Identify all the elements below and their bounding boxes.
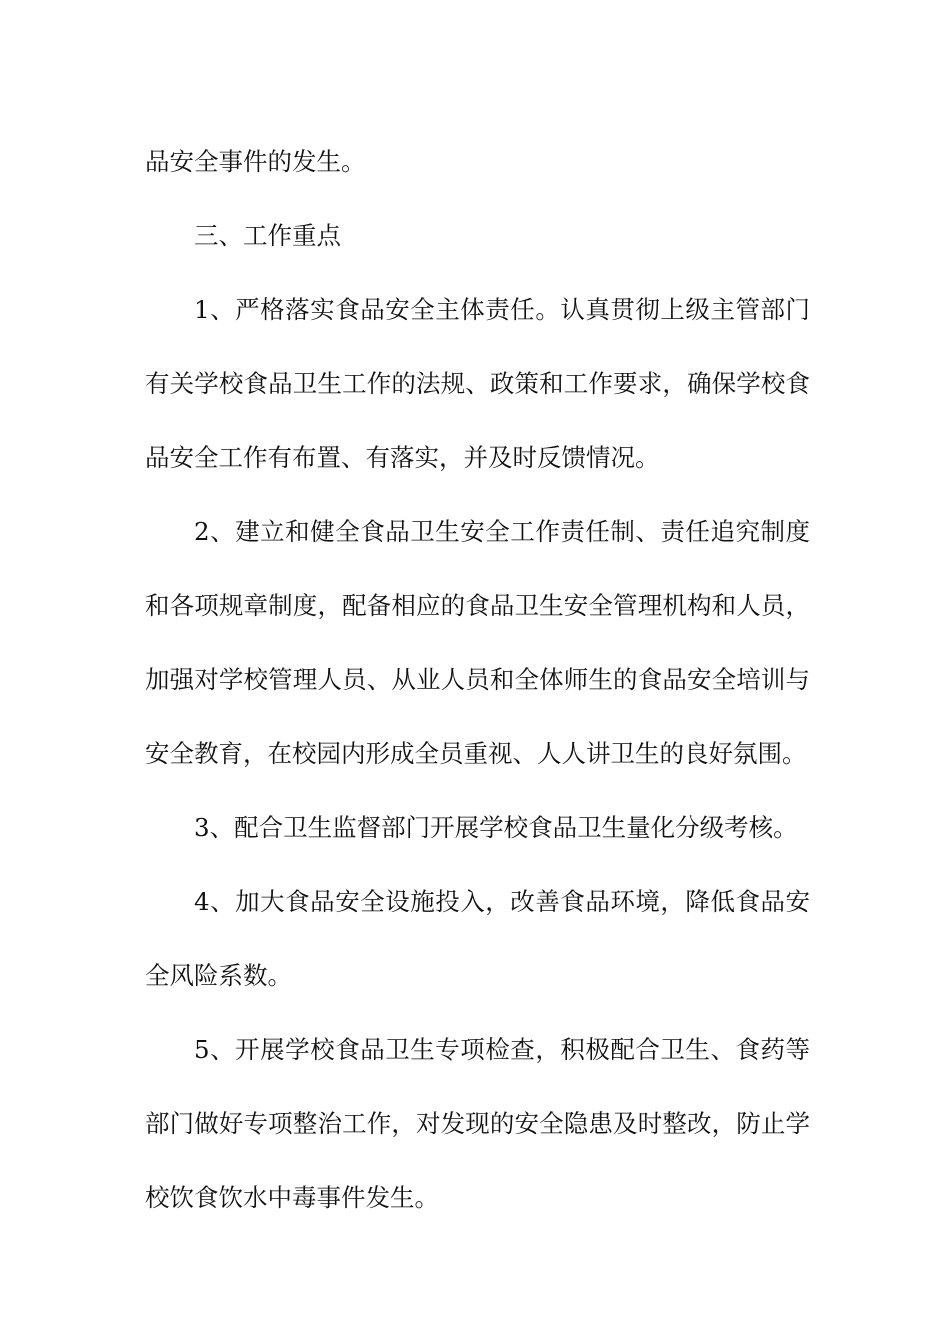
paragraph-continuation: 品安全事件的发生。 [145,147,366,176]
paragraph-item-2: 2、建立和健全食品卫生安全工作责任制、责任追究制度和各项规章制度，配备相应的食品卫生安全管理机构和人员，加强对学校管理人员、从业人员和全体师生的食品安全培训与安全教育，在校园内形成全员重视、人人讲卫生的良好氛围。 [145,517,810,768]
paragraph-item-1: 1、严格落实食品安全主体责任。认真贯彻上级主管部门有关学校食品卫生工作的法规、政策和工作要求，确保学校食品安全工作有布置、有落实，并及时反馈情况。 [145,295,810,472]
document-body [145,125,810,1235]
paragraph-item-5: 5、开展学校食品卫生专项检查，积极配合卫生、食药等部门做好专项整治工作，对发现的安全隐患及时整改，防止学校饮食饮水中毒事件发生。 [145,1035,810,1212]
paragraph-item-4: 4、加大食品安全设施投入，改善食品环境，降低食品安全风险系数。 [145,887,810,990]
section-heading: 三、工作重点 [194,221,341,250]
paragraph-item-3: 3、配合卫生监督部门开展学校食品卫生量化分级考核。 [194,813,798,842]
